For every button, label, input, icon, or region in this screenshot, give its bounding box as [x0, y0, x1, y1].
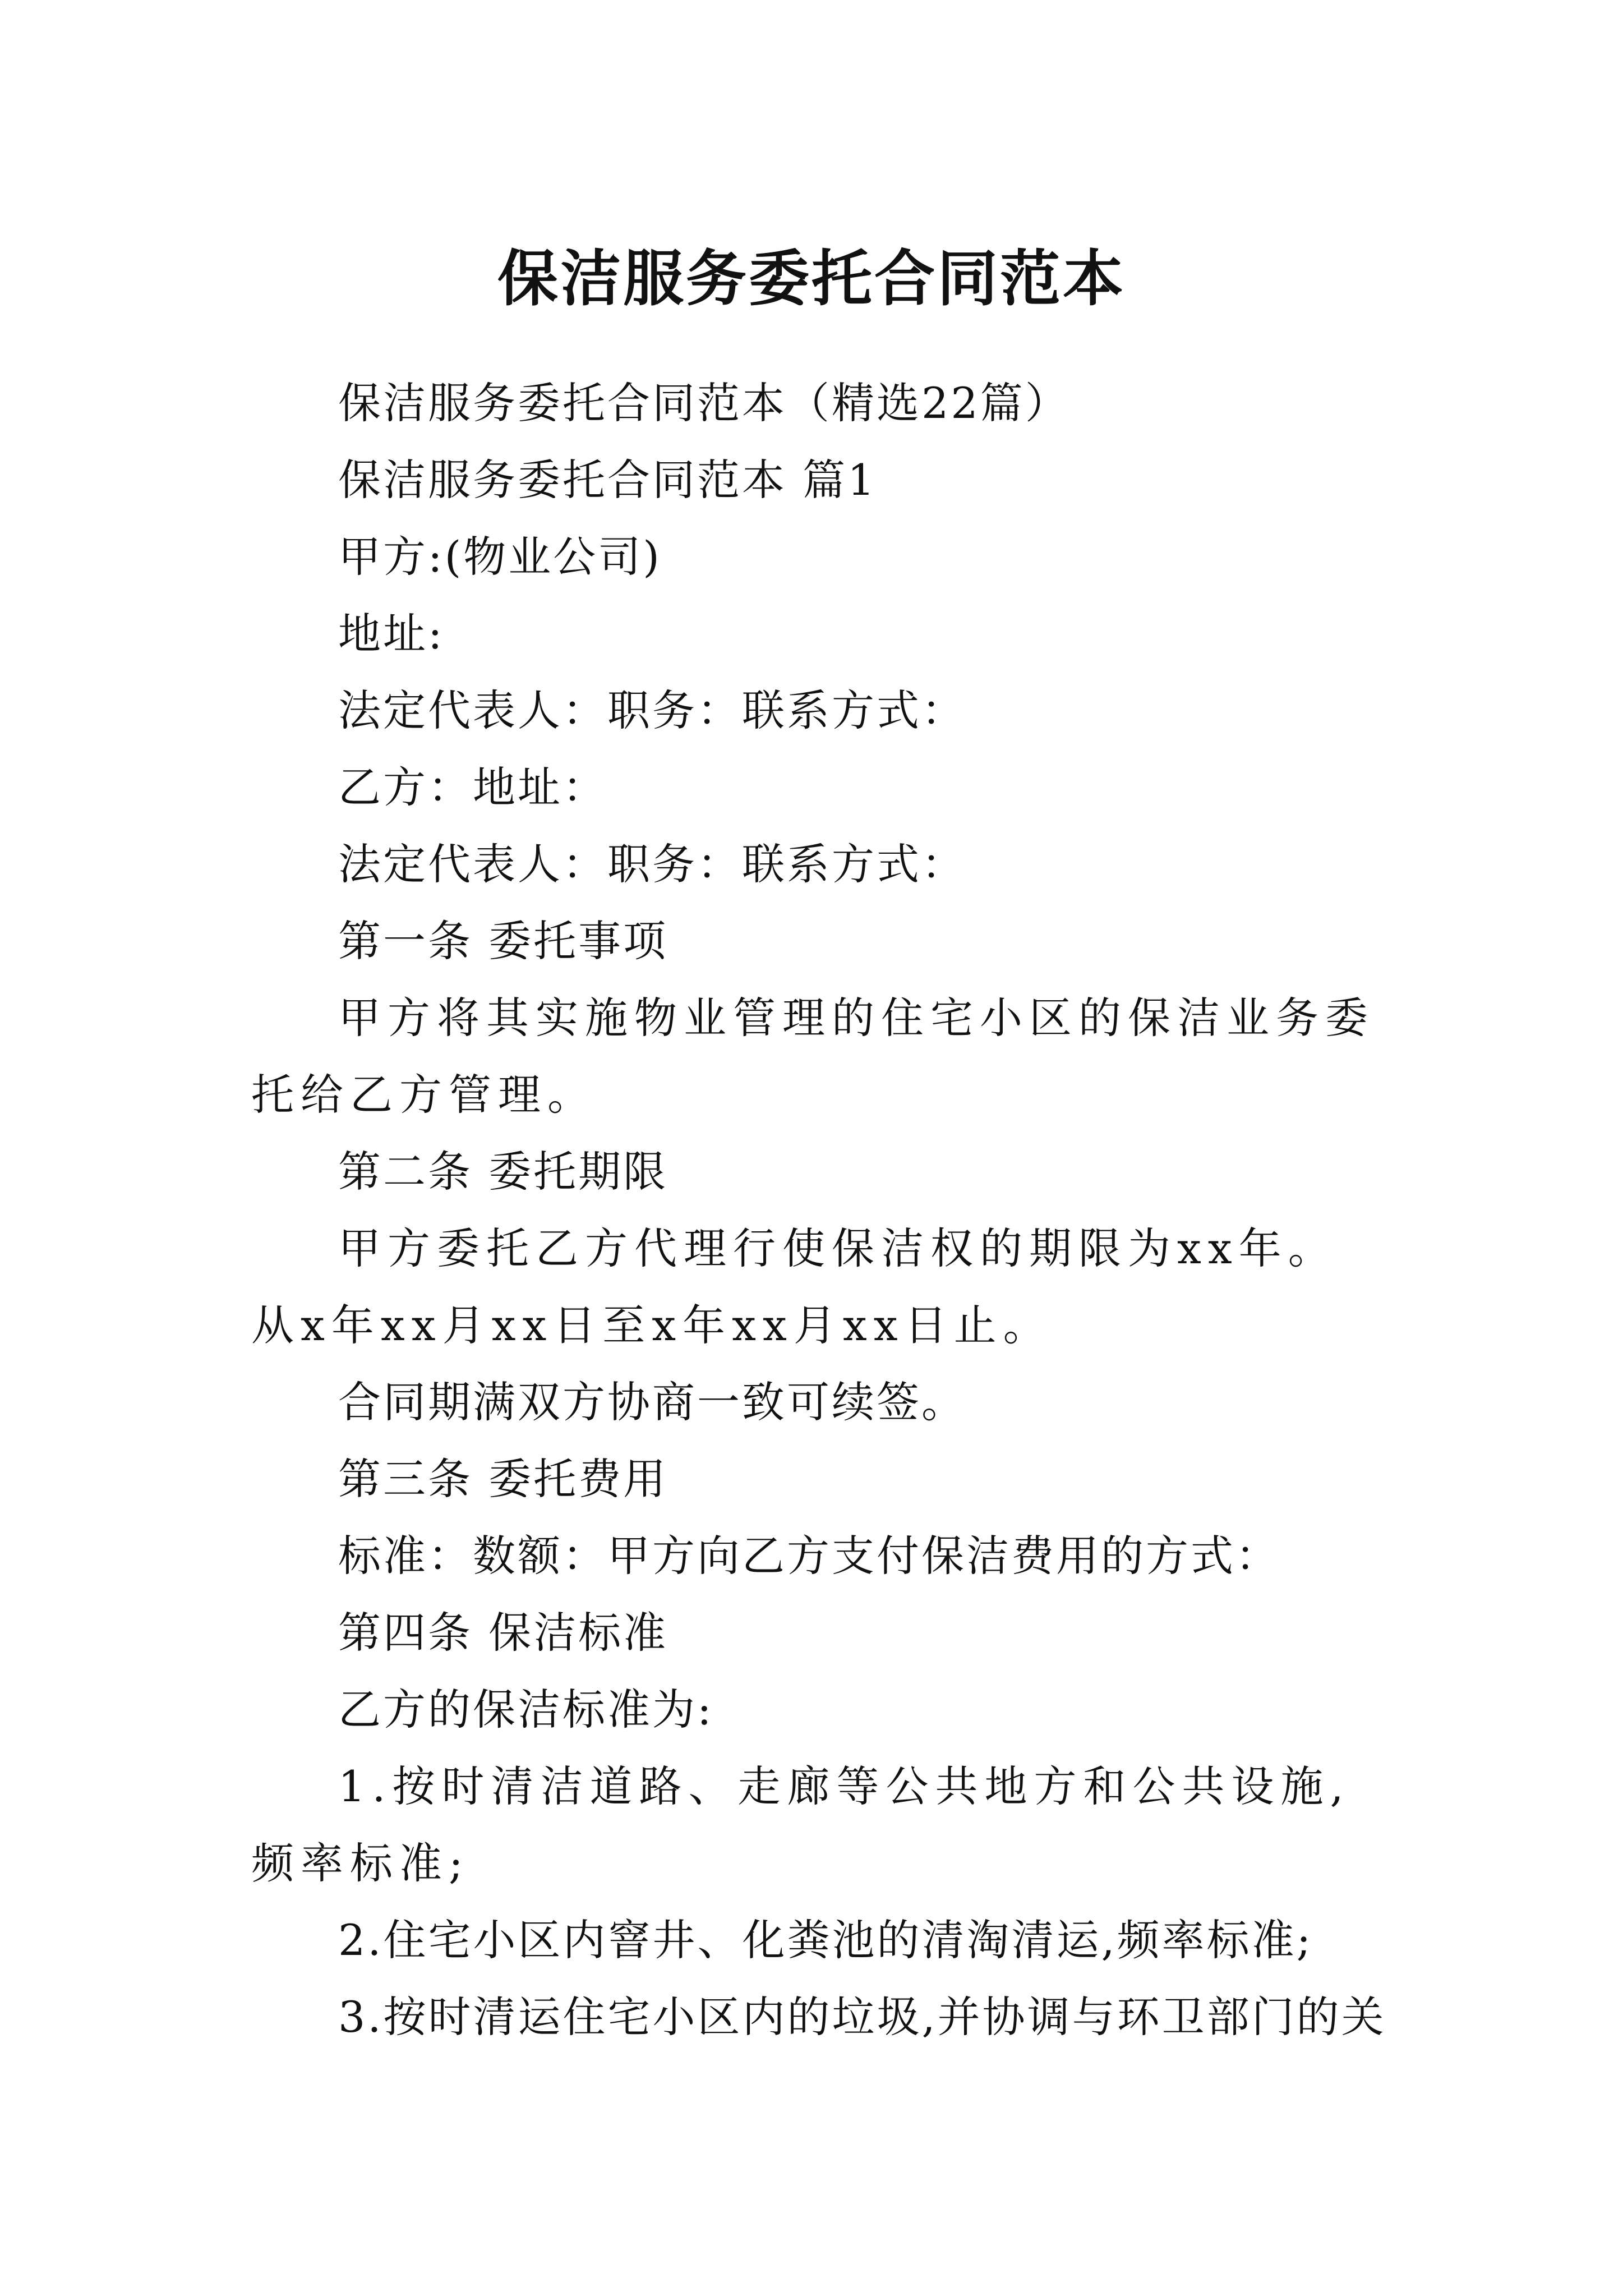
paragraph-article-4-heading: 第四条 保洁标准: [338, 1608, 668, 1658]
paragraph-article-3-body: 标准：数额：甲方向乙方支付保洁费用的方式：: [338, 1531, 1280, 1581]
paragraph-article-3-heading: 第三条 委托费用: [338, 1454, 668, 1504]
paragraph-article-4-intro: 乙方的保洁标准为:: [338, 1685, 714, 1734]
document-title: 保洁服务委托合同范本: [497, 243, 1126, 315]
paragraph-article-2-heading: 第二条 委托期限: [338, 1147, 668, 1197]
paragraph-section-heading: 保洁服务委托合同范本 篇1: [338, 455, 877, 505]
paragraph-party-b: 乙方：地址：: [338, 762, 607, 812]
paragraph-address: 地址:: [338, 609, 445, 659]
paragraph-article-1-heading: 第一条 委托事项: [338, 916, 668, 966]
paragraph-party-a: 甲方:(物业公司): [338, 532, 662, 582]
paragraph-subtitle: 保洁服务委托合同范本（精选22篇）: [338, 378, 1070, 428]
paragraph-standard-3: 3.按时清运住宅小区内的垃圾,并协调与环卫部门的关: [338, 1992, 1386, 2042]
paragraph-legal-rep-b: 法定代表人：职务：联系方式：: [338, 839, 966, 889]
paragraph-legal-rep-a: 法定代表人：职务：联系方式：: [338, 685, 966, 735]
paragraph-article-2-renewal: 合同期满双方协商一致可续签。: [338, 1377, 966, 1427]
document-body: [251, 365, 1384, 2055]
paragraph-article-2-body: 甲方委托乙方代理行使保洁权的期限为xx年。从x年xx月xx日至x年xx月xx日止。: [251, 1223, 1338, 1350]
paragraph-article-1-body: 甲方将其实施物业管理的住宅小区的保洁业务委托给乙方管理。: [251, 993, 1375, 1120]
paragraph-standard-2: 2.住宅小区内窨井、化粪池的清淘清运,频率标准;: [338, 1915, 1313, 1965]
paragraph-standard-1: 1.按时清洁道路、走廊等公共地方和公共设施,频率标准;: [251, 1761, 1350, 1888]
